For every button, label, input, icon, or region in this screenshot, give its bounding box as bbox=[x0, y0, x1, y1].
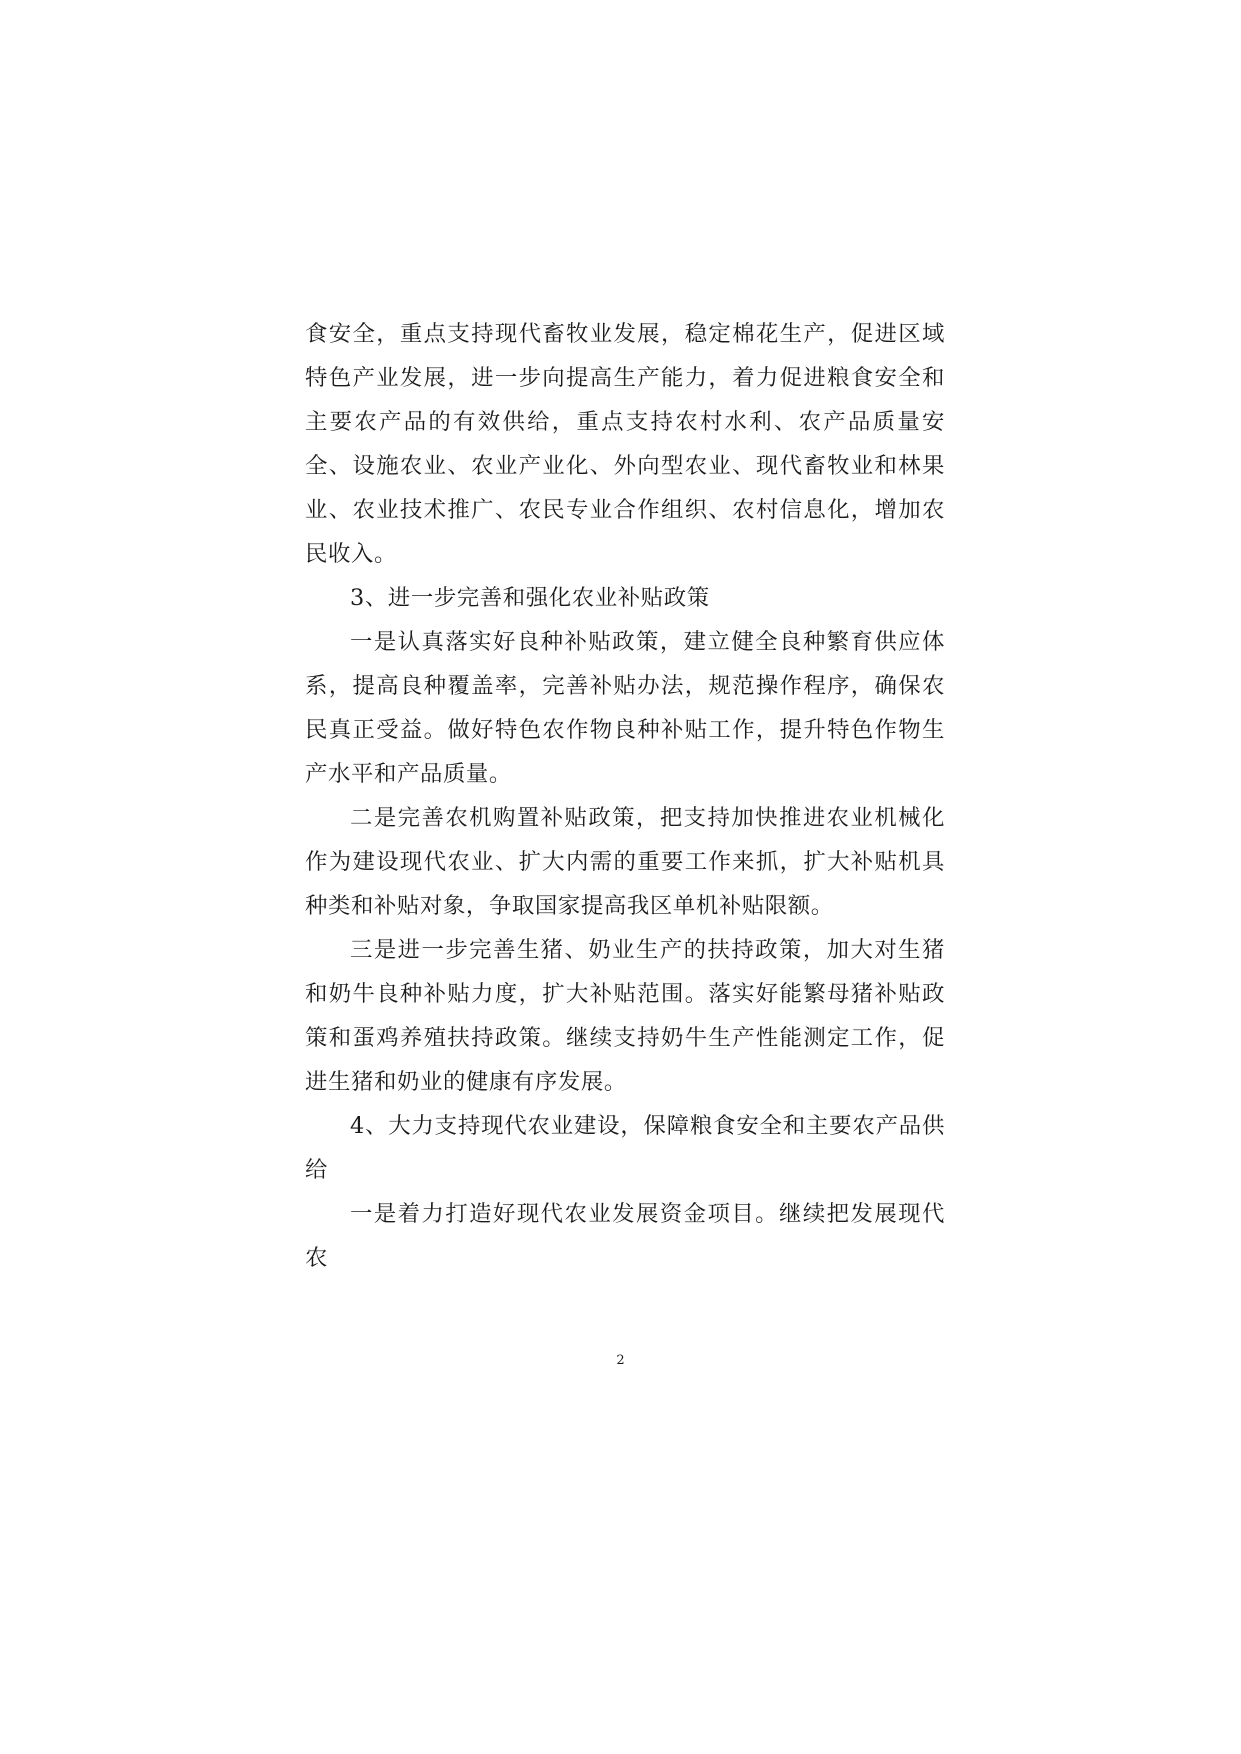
paragraph-modern-agriculture: 一是着力打造好现代农业发展资金项目。继续把发展现代农 bbox=[305, 1201, 945, 1271]
paragraph-continuation: 食安全，重点支持现代畜牧业发展，稳定棉花生产，促进区域特色产业发展，进一步向提高生产能力，着力促进粮食安全和主要农产品的有效供给，重点支持农村水利、农产品质量安全、设施农业、农业产业化、外向型农业、现代畜牧业和林果业、农业技术推广、农民专业合作组织、农村信息化，增加农民收入。 bbox=[305, 321, 945, 567]
paragraph-seed-subsidy: 一是认真落实好良种补贴政策，建立健全良种繁育供应体系，提高良种覆盖率，完善补贴办法，规范操作程序，确保农民真正受益。做好特色农作物良种补贴工作，提升特色作物生产水平和产品质量。 bbox=[305, 629, 945, 787]
section-heading-3: 3、进一步完善和强化农业补贴政策 bbox=[350, 585, 710, 611]
paragraph-livestock-policy: 三是进一步完善生猪、奶业生产的扶持政策，加大对生猪和奶牛良种补贴力度，扩大补贴范围。落实好能繁母猪补贴政策和蛋鸡养殖扶持政策。继续支持奶牛生产性能测定工作，促进生猪和奶业的健康有序发展。 bbox=[305, 937, 945, 1095]
paragraph-machinery-subsidy: 二是完善农机购置补贴政策，把支持加快推进农业机械化作为建设现代农业、扩大内需的重要工作来抓，扩大补贴机具种类和补贴对象，争取国家提高我区单机补贴限额。 bbox=[305, 805, 945, 919]
section-heading-4: 4、大力支持现代农业建设，保障粮食安全和主要农产品供给 bbox=[305, 1113, 945, 1183]
body-text bbox=[305, 312, 945, 1280]
page-number: 2 bbox=[616, 1353, 625, 1368]
